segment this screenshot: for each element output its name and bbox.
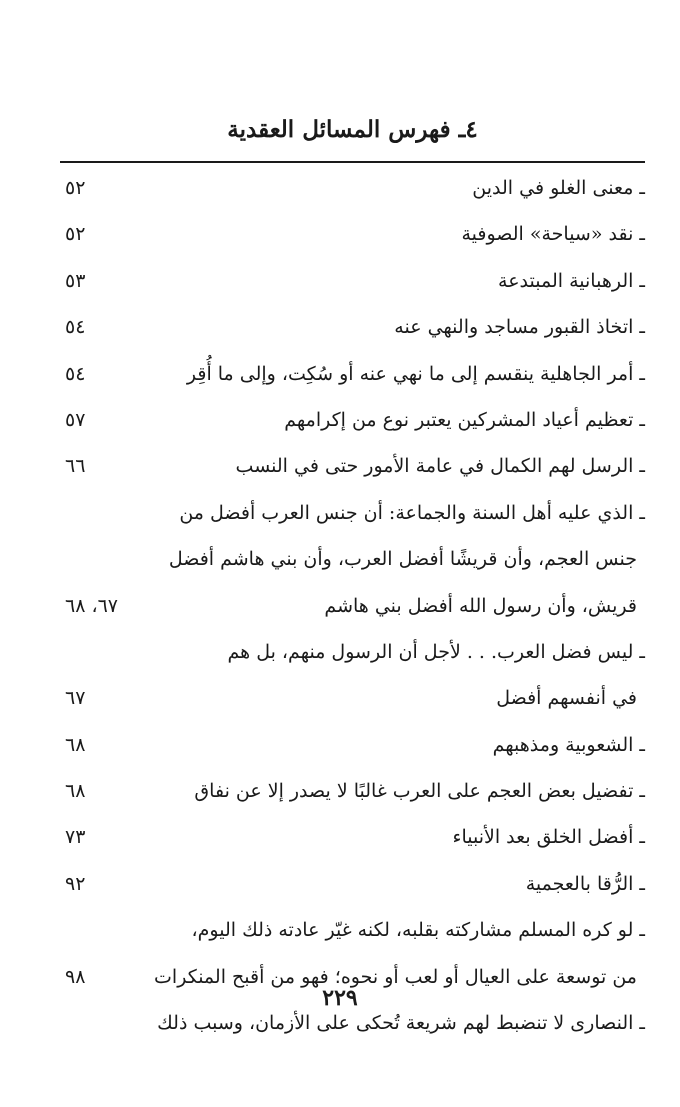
index-entries <box>65 165 645 1046</box>
entry-text: ـ تعظيم أعياد المشركين يعتبر نوع من إكرامهم <box>284 408 645 431</box>
entry-text: ـ أمر الجاهلية ينقسم إلى ما نهي عنه أو سُكِت، وإلى ما أُقِر <box>186 362 645 385</box>
entry-text: ـ الرُّقا بالعجمية <box>525 872 645 895</box>
index-line <box>65 397 645 443</box>
entry-text: ـ لو كره المسلم مشاركته بقلبه، لكنه غيّر عادته ذلك اليوم، <box>191 919 645 942</box>
entry-page-number: ٥٣ <box>65 269 86 292</box>
entry-page-number: ٥٧ <box>65 408 86 431</box>
entry-text: ـ الذي عليه أهل السنة والجماعة: أن جنس العرب أفضل من <box>179 501 645 524</box>
index-line <box>65 351 645 397</box>
entry-page-number: ٥٤ <box>65 362 86 385</box>
entry-text: ـ الرسل لهم الكمال في عامة الأمور حتى في النسب <box>235 455 645 478</box>
entry-text: جنس العجم، وأن قريشًا أفضل العرب، وأن بني هاشم أفضل <box>168 548 637 571</box>
index-line <box>65 814 645 860</box>
entry-text: ـ الشعوبية ومذهبهم <box>492 733 645 756</box>
index-line <box>65 722 645 768</box>
index-line <box>65 443 645 489</box>
index-line <box>65 583 645 629</box>
entry-page-number: ٦٧، ٦٨ <box>65 594 119 617</box>
entry-page-number: ٧٣ <box>65 826 86 849</box>
entry-page-number: ٦٨ <box>65 780 86 803</box>
section-title: ٤ـ فهرس المسائل العقدية <box>227 116 478 143</box>
index-line <box>65 536 645 582</box>
entry-text: ـ ليس فضل العرب. . . لأجل أن الرسول منهم، بل هم <box>227 640 645 663</box>
index-line <box>65 861 645 907</box>
index-line <box>65 490 645 536</box>
entry-text: ـ الرهبانية المبتدعة <box>498 269 645 292</box>
entry-page-number: ٥٤ <box>65 316 86 339</box>
index-line <box>65 768 645 814</box>
page-number: ٢٢٩ <box>322 985 358 1011</box>
entry-page-number: ٦٨ <box>65 733 86 756</box>
entry-page-number: ٥٢ <box>65 177 86 199</box>
index-line <box>65 165 645 211</box>
index-line <box>65 907 645 953</box>
entry-text: ـ اتخاذ القبور مساجد والنهي عنه <box>394 316 645 339</box>
index-line <box>65 629 645 675</box>
entry-page-number: ٦٦ <box>65 455 86 478</box>
index-line <box>65 675 645 721</box>
title-rule <box>60 161 645 163</box>
entry-page-number: ٥٢ <box>65 223 86 246</box>
entry-text: ـ نقد «سياحة» الصوفية <box>461 223 645 246</box>
entry-text: ـ تفضيل بعض العجم على العرب غالبًا لا يصدر إلا عن نفاق <box>194 780 645 803</box>
entry-text: ـ معنى الغلو في الدين <box>472 177 645 199</box>
entry-page-number: ٦٧ <box>65 687 86 710</box>
entry-text: في أنفسهم أفضل <box>496 687 637 710</box>
index-line <box>65 258 645 304</box>
index-line <box>65 211 645 257</box>
entry-page-number: ٩٢ <box>65 872 86 895</box>
entry-text: ـ أفضل الخلق بعد الأنبياء <box>452 826 645 849</box>
entry-text: من توسعة على العيال أو لعب أو نحوه؛ فهو من أقبح المنكرات <box>154 965 637 988</box>
entry-page-number: ٩٨ <box>65 965 86 988</box>
entry-text: قريش، وأن رسول الله أفضل بني هاشم <box>324 594 637 617</box>
index-line <box>65 304 645 350</box>
entry-text: ـ النصارى لا تنضبط لهم شريعة تُحكى على الأزمان، وسبب ذلك <box>157 1012 645 1035</box>
